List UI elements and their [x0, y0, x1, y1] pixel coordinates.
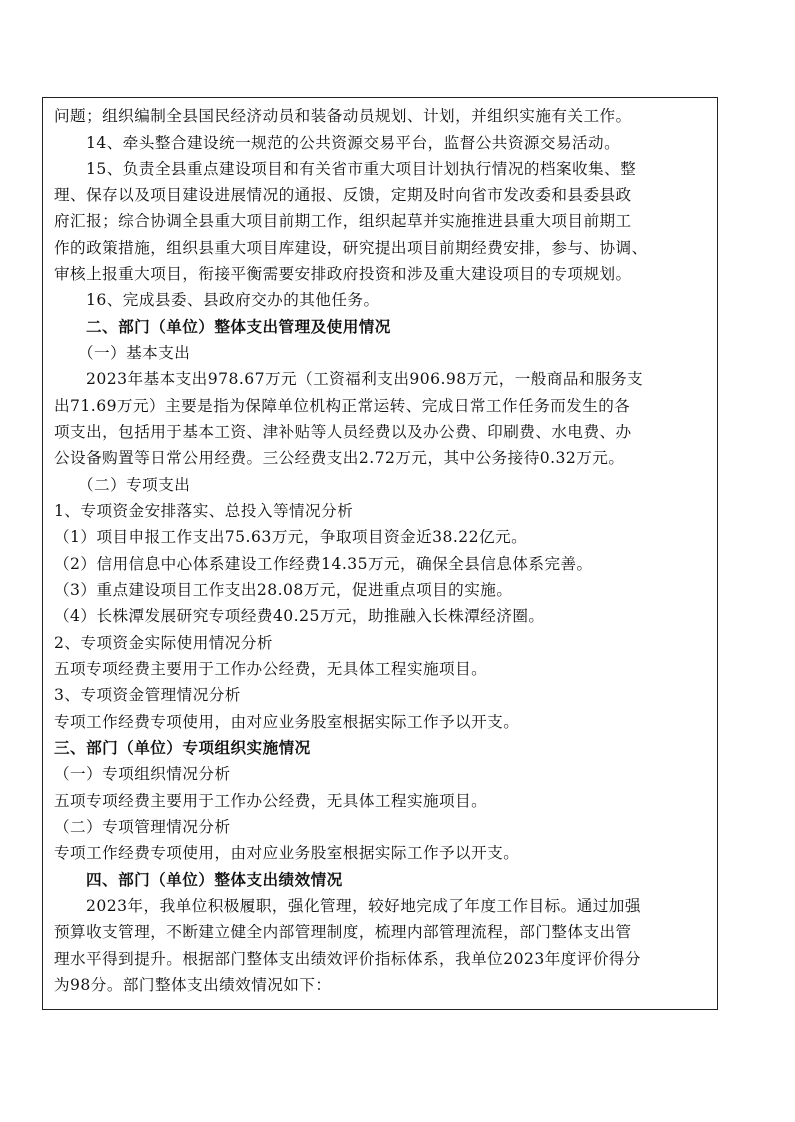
text-line: 14、牵头整合建设统一规范的公共资源交易平台，监督公共资源交易活动。 — [86, 134, 621, 152]
text-line: 为98分。部门整体支出绩效情况如下： — [54, 976, 332, 994]
section-heading: 三、部门（单位）专项组织实施情况 — [54, 739, 311, 757]
text-line: 出71.69万元）主要是指为保障单位机构正常运转、完成日常工作任务而发生的各 — [54, 397, 631, 415]
subsection-heading: （一）基本支出 — [78, 344, 191, 362]
list-item: （1）项目申报工作支出75.63万元，争取项目资金近38.22亿元。 — [54, 528, 528, 546]
text-line: 2023年基本支出978.67万元（工资福利支出906.98万元，一般商品和服务支 — [86, 370, 644, 388]
text-line: 理水平得到提升。根据部门整体支出绩效评价指标体系，我单位2023年度评价得分 — [54, 950, 641, 968]
text-line: 3、专项资金管理情况分析 — [54, 686, 241, 704]
list-item: （2）信用信息中心体系建设工作经费14.35万元，确保全县信息体系完善。 — [54, 555, 593, 573]
text-line: 五项专项经费主要用于工作办公经费，无具体工程实施项目。 — [54, 792, 488, 810]
text-line: 2023年，我单位积极履职，强化管理，较好地完成了年度工作目标。通过加强 — [86, 897, 641, 915]
text-line: 府汇报；综合协调全县重大项目前期工作，组织起草并实施推进县重大项目前期工 — [54, 212, 632, 230]
text-line: 理、保存以及项目建设进展情况的通报、反馈，定期及时向省市发改委和县委县政 — [54, 186, 632, 204]
text-line: 16、完成县委、县政府交办的其他任务。 — [86, 291, 380, 309]
text-line: 项支出，包括用于基本工资、津补贴等人员经费以及办公费、印刷费、水电费、办 — [54, 423, 632, 441]
text-line: 作的政策措施，组织县重大项目库建设，研究提出项目前期经费安排，参与、协调、 — [54, 239, 648, 257]
text-line: 1、专项资金安排落实、总投入等情况分析 — [54, 502, 354, 520]
text-line: 专项工作经费专项使用，由对应业务股室根据实际工作予以开支。 — [54, 844, 520, 862]
list-item: （3）重点建设项目工作支出28.08万元，促进重点项目的实施。 — [54, 581, 513, 599]
text-line: 审核上报重大项目，衔接平衡需要安排政府投资和涉及重大建设项目的专项规划。 — [54, 265, 632, 283]
subsection-heading: （二）专项管理情况分析 — [54, 818, 231, 836]
list-item: （4）长株潭发展研究专项经费40.25万元，助推融入长株潭经济圈。 — [54, 607, 545, 625]
text-line: 公设备购置等日常公用经费。三公经费支出2.72万元，其中公务接待0.32万元。 — [54, 449, 625, 467]
subsection-heading: （二）专项支出 — [78, 476, 191, 494]
section-heading: 四、部门（单位）整体支出绩效情况 — [86, 871, 343, 889]
text-line: 2、专项资金实际使用情况分析 — [54, 634, 273, 652]
section-heading: 二、部门（单位）整体支出管理及使用情况 — [86, 318, 391, 336]
text-line: 五项专项经费主要用于工作办公经费，无具体工程实施项目。 — [54, 660, 488, 678]
text-line: 15、负责全县重点建设项目和有关省市重大项目计划执行情况的档案收集、整 — [86, 160, 637, 178]
text-line: 问题；组织编制全县国民经济动员和装备动员规划、计划，并组织实施有关工作。 — [54, 107, 632, 125]
text-line: 预算收支管理，不断建立健全内部管理制度，梳理内部管理流程，部门整体支出管 — [54, 923, 632, 941]
text-line: 专项工作经费专项使用，由对应业务股室根据实际工作予以开支。 — [54, 713, 520, 731]
subsection-heading: （一）专项组织情况分析 — [54, 765, 231, 783]
